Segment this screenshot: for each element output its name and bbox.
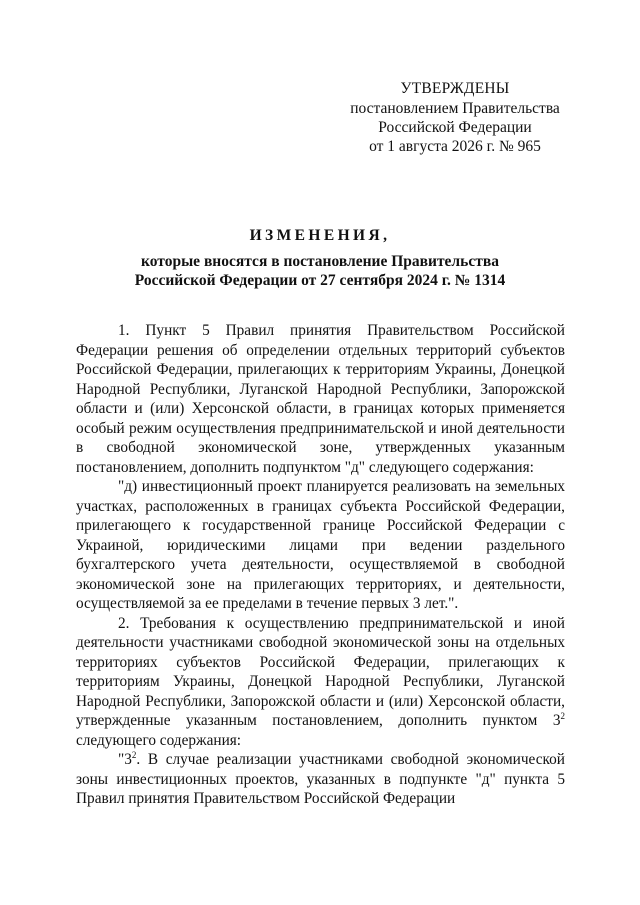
paragraph-1: 1. Пункт 5 Правил принятия Правительством Российской Федерации решения об определении отдельных территорий субъектов Российской Федерации, прилегающих к территориям Украины, Донецкой Народной Республики, Луганской Народной Республики, Запорожской области и (или) Херсонской области, в границах которых применяется особый режим осуществления предпринимательской и иной деятельности в свободной экономической зоне, утвержденных указанным постановлением, дополнить подпунктом "д" следующего содержания:: [76, 322, 565, 476]
document-title: [60, 226, 580, 290]
paragraph-2: "д) инвестиционный проект планируется реализовать на земельных участках, расположенных в границах субъекта Российской Федерации, прилегающего к государственной границе Российской Федерации с Украиной, юридическими лицами при ведении раздельного бухгалтерского учета деятельности, осуществляемой в свободной экономической зоне на прилегающих территориях, и деятельности, осуществляемой за ее пределами в течение первых 3 лет.".: [76, 478, 565, 612]
approval-heading: УТВЕРЖДЕНЫ: [400, 80, 510, 97]
paragraph-4: [76, 750, 565, 809]
document-body: [76, 321, 565, 809]
approval-line-3: от 1 августа 2026 г. № 965: [369, 138, 541, 155]
paragraph-3-tail: следующего содержания:: [76, 731, 242, 749]
approval-line-2: Российской Федерации: [378, 119, 532, 136]
paragraph-4-open: "3: [118, 751, 132, 768]
title-sub-1: которые вносятся в постановление Правительства: [141, 253, 499, 270]
paragraph-3: [76, 614, 565, 751]
title-sub-2: Российской Федерации от 27 сентября 2024 г. № 1314: [134, 272, 506, 289]
paragraph-4-text: . В случае реализации участниками свободной экономической зоны инвестиционных проектов, указанных в подпункте "д" пункта 5 Правил принятия Правительством Российской Федерации: [76, 751, 565, 807]
title-main: ИЗМЕНЕНИЯ,: [249, 227, 391, 244]
approval-line-1: постановлением Правительства: [350, 100, 560, 117]
paragraph-4-superscript: 2: [131, 750, 137, 760]
approval-stamp: [330, 79, 580, 156]
paragraph-3-superscript: 2: [560, 711, 565, 721]
paragraph-3-text: 2. Требования к осуществлению предпринимательской и иной деятельности участниками свободной экономической зоны на отдельных территориях субъектов Российской Федерации, прилегающих к территориям Украины, Донецкой Народной Республики, Луганской Народной Республики, Запорожской области и (или) Херсонской области, утвержденные указанным постановлением, дополнить пунктом 3: [76, 614, 565, 729]
